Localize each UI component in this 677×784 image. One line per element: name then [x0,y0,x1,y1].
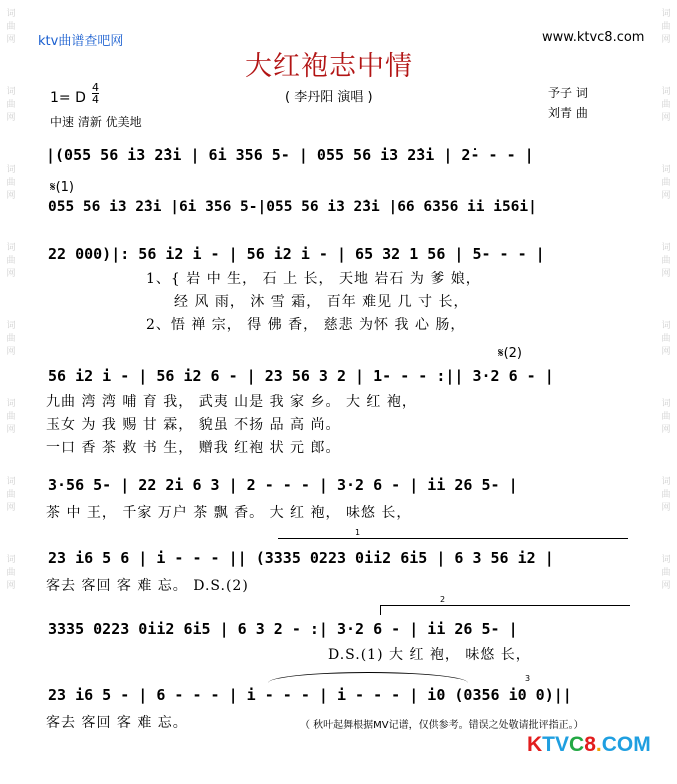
logo-number-8: 8 [584,733,596,756]
volta-1-bracket [278,538,628,539]
triplet-number: 3 [525,674,531,683]
footnote: （ 秋叶起舞根据MV记谱，仅供参考。错误之处敬请批评指正。） [300,720,584,731]
singer-credit: ( 李丹阳 演唱 ) [285,90,373,105]
lyrics-row-5: 茶 中 王， 千家 万户 茶 飘 香。 大 红 袍， 味悠 长， [46,505,412,521]
watermark-text: 词曲网 [661,9,671,45]
watermark-right [661,8,671,593]
time-top: 4 [92,81,99,94]
lyricist: 予子 词 [548,86,588,100]
tie-arc [268,672,468,683]
segno-2: 𝄋(2) [498,346,523,361]
watermark-text: 词曲网 [6,165,16,201]
score-row-8: 23 i6 5 - | 6 - - - | i - - - | i - - - | i0 (0356 i0 0)|| [48,686,572,704]
watermark-text: 词曲网 [661,555,671,591]
score-row-2: 055 56 i3 2̇3i |6i 356 5-|055 56 i3 2̇3i |66 6356 ii i56i| [48,199,537,215]
lyrics-row-4-verse-1b: 玉女 为 我 赐 甘 霖， 貌虽 不扬 品 高 尚。 [46,417,341,433]
watermark-text: 词曲网 [6,9,16,45]
score-row-4: 56 i2 i - | 56 i2 6 - | 23 56 3 2 | 1- - - :|| 3·2 6 - | [48,367,554,385]
lyrics-row-3-verse-2: 2、悟 禅 宗， 得 佛 香， 慈悲 为怀 我 心 肠， [146,317,466,333]
logo-letter-k: K [527,733,543,756]
lyrics-row-6: 客去 客回 客 难 忘。 D.S.(2) [46,578,249,594]
watermark-text: 词曲网 [6,555,16,591]
watermark-text: 词曲网 [661,87,671,123]
logo-letters-tv: TV [542,733,570,756]
score-row-3: 22 000)|: 56 i2 i - | 56 i2 i - | 65 32 1 56 | 5- - - | [48,245,545,263]
lyrics-row-7: D.S.(1) 大 红 袍， 味悠 长， [328,647,531,663]
score-row-1: |(055 56 i3 2̇3i | 6i 356 5- | 055 56 i3 2̇3i | 2̇- - - | [46,146,534,164]
watermark-text: 词曲网 [661,321,671,357]
watermark-text: 词曲网 [661,399,671,435]
volta-2-number: 2 [440,595,446,604]
lyrics-row-4-verse-2: 一口 香 茶 救 书 生， 赠我 红袍 状 元 郎。 [46,440,341,456]
time-signature [92,82,99,105]
logo-letter-c: C [569,733,585,756]
logo-com: COM [601,733,651,756]
score-row-5: 3·56 5- | 22 2i 6 3 | 2 - - - | 3·2 6 - | ii 26 5- | [48,476,518,494]
watermark-text: 词曲网 [6,243,16,279]
volta-1-number: 1 [355,528,361,537]
watermark-text: 词曲网 [6,87,16,123]
lyrics-row-3-verse-1: 1、{ 岩 中 生， 石 上 长， 天地 岩石 为 爹 娘， [146,271,481,287]
watermark-text: 词曲网 [661,477,671,513]
site-url-right: www.ktvc8.com [542,30,645,45]
lyrics-row-4-verse-1: 九曲 湾 湾 哺 育 我， 武夷 山是 我 家 乡。 大 红 袍， [46,394,417,410]
score-row-7: 3335 0223 0ii2 6i5 | 6 3 2 - :| 3·2 6 - | ii 26 5- | [48,620,518,638]
composer: 刘青 曲 [548,106,588,120]
key-signature: 1= D [50,90,86,106]
tempo-marking: 中速 清新 优美地 [50,115,142,129]
lyrics-row-3-verse-1b: 经 风 雨， 沐 雪 霜， 百年 难见 几 寸 长， [174,294,469,310]
watermark-text: 词曲网 [6,477,16,513]
segno-1: 𝄋(1) [50,180,75,195]
site-name-left: ktv曲谱查吧网 [38,34,124,49]
volta-2-hook [380,605,381,615]
volta-2-bracket [380,605,630,606]
score-row-6: 23 i6 5 6 | i - - - || (3335 0223 0ii2 6i5 | 6 3 56 i2 | [48,549,554,567]
watermark-left [6,8,16,593]
lyrics-row-8: 客去 客回 客 难 忘。 [46,715,188,731]
ktvc8-logo [527,733,651,757]
time-bottom: 4 [92,93,99,106]
watermark-text: 词曲网 [6,399,16,435]
song-title: 大红袍志中情 [245,51,413,82]
watermark-text: 词曲网 [661,243,671,279]
watermark-text: 词曲网 [661,165,671,201]
logo-dot: . [595,733,602,756]
watermark-text: 词曲网 [6,321,16,357]
